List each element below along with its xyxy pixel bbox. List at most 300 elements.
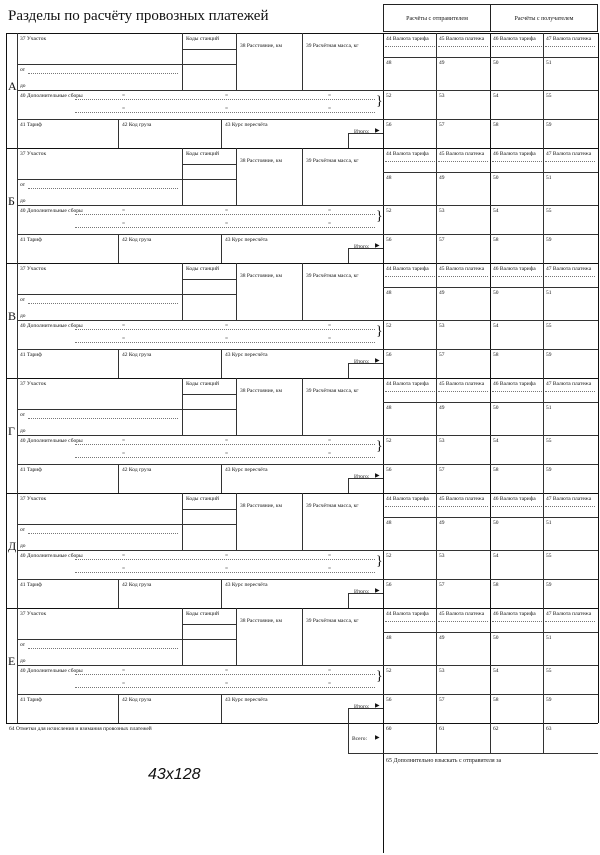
grid-cell-number: 57 — [439, 582, 445, 588]
grid-cell-number: 59 — [546, 697, 552, 703]
equals-sign: = — [122, 93, 126, 99]
grid-cell-label: 46 Валюта тарифа — [493, 266, 536, 272]
divider — [118, 579, 119, 608]
grid-cell-number: 53 — [439, 668, 445, 674]
divider — [221, 464, 222, 493]
equals-sign: = — [328, 668, 332, 674]
divider — [17, 464, 383, 465]
block-right-border — [598, 378, 599, 493]
grid-cell-label: 47 Валюта платежа — [546, 36, 592, 42]
divider — [182, 378, 183, 435]
divider — [383, 435, 598, 436]
divider — [302, 263, 303, 320]
subtotal-label: Итого: — [354, 359, 370, 365]
arrow-right-icon: ▶ — [375, 735, 380, 741]
divider — [118, 119, 119, 148]
divider — [221, 579, 222, 608]
divider — [17, 694, 383, 695]
subtotal-label: Итого: — [354, 129, 370, 135]
extra-fees-label: 40 Дополнительные сборы — [20, 553, 83, 559]
dotted-line — [492, 161, 542, 162]
divider — [302, 608, 303, 665]
divider — [302, 378, 303, 435]
station-codes-label: Коды станций — [186, 611, 219, 617]
block-left-border — [6, 33, 7, 148]
to-label: до — [20, 543, 26, 549]
grid-cell-number: 55 — [546, 208, 552, 214]
grid-cell-number: 58 — [493, 582, 499, 588]
grid-cell-number: 58 — [493, 237, 499, 243]
grid-cell-number: 48 — [386, 290, 392, 296]
divider — [17, 234, 383, 235]
divider — [383, 632, 598, 633]
dotted-line — [28, 303, 178, 304]
dotted-line — [438, 161, 488, 162]
block-right-border — [598, 33, 599, 148]
divider — [236, 33, 237, 90]
grid-cell-label: 47 Валюта платежа — [546, 381, 592, 387]
section-letter: Б — [8, 194, 15, 208]
cargo-code-label: 42 Код груза — [122, 467, 152, 473]
grid-cell-number: 58 — [493, 697, 499, 703]
divider — [383, 694, 598, 695]
grid-cell-number: 52 — [386, 668, 392, 674]
grid-cell-number: 51 — [546, 520, 552, 526]
divider — [118, 234, 119, 263]
distance-label: 38 Расстояние, км — [240, 273, 282, 279]
divider — [348, 593, 349, 608]
dotted-line — [28, 188, 178, 189]
divider — [17, 435, 383, 436]
from-label: от — [20, 642, 26, 648]
equals-sign: = — [122, 566, 126, 572]
dotted-line — [75, 329, 375, 330]
divider — [348, 723, 349, 753]
page-title: Разделы по расчёту провозных платежей — [8, 8, 269, 24]
dotted-line — [75, 687, 375, 688]
dotted-line — [75, 572, 375, 573]
grid-cell-number: 56 — [386, 697, 392, 703]
divider — [383, 320, 598, 321]
divider — [383, 205, 598, 206]
section-label: 37 Участок — [20, 36, 47, 42]
divider — [221, 694, 222, 723]
right-brace-icon: } — [376, 439, 383, 454]
total-label: Всего: — [352, 736, 368, 742]
grid-cell-number: 54 — [493, 553, 499, 559]
grid-cell-number: 59 — [546, 467, 552, 473]
divider — [182, 33, 183, 90]
grid-cell-label: 45 Валюта платежа — [439, 381, 485, 387]
rate-label: 43 Курс пересчёта — [225, 697, 268, 703]
extra-fees-label: 40 Дополнительные сборы — [20, 668, 83, 674]
divider — [383, 57, 598, 58]
rate-label: 43 Курс пересчёта — [225, 352, 268, 358]
equals-sign: = — [122, 553, 126, 559]
arrow-right-icon: ▶ — [375, 358, 380, 364]
from-label: от — [20, 182, 26, 188]
divider — [17, 639, 236, 640]
grid-cell-number: 50 — [493, 175, 499, 181]
divider — [348, 363, 349, 378]
divider — [182, 148, 183, 205]
to-label: до — [20, 428, 26, 434]
equals-sign: = — [328, 221, 332, 227]
section-letter: Г — [8, 424, 15, 438]
distance-label: 38 Расстояние, км — [240, 618, 282, 624]
dotted-line — [28, 73, 178, 74]
grid-cell-number: 51 — [546, 175, 552, 181]
grid-cell-number: 51 — [546, 405, 552, 411]
extra-charge-label: 65 Дополнительно взыскать с отправителя за — [386, 758, 502, 764]
dotted-line — [492, 276, 542, 277]
grid-cell-number: 57 — [439, 237, 445, 243]
grid-cell-label: 44 Валюта тарифа — [386, 381, 429, 387]
grid-cell-number: 50 — [493, 520, 499, 526]
equals-sign: = — [122, 451, 126, 457]
block-right-border — [598, 263, 599, 378]
dotted-line — [492, 391, 542, 392]
divider — [236, 608, 237, 665]
grid-cell-number: 53 — [439, 208, 445, 214]
footer-divider — [6, 723, 598, 724]
grid-cell-number: 50 — [493, 635, 499, 641]
rate-label: 43 Курс пересчёта — [225, 122, 268, 128]
subtotal-label: Итого: — [354, 704, 370, 710]
divider — [17, 294, 236, 295]
grid-cell-number: 49 — [439, 290, 445, 296]
station-codes-label: Коды станций — [186, 36, 219, 42]
equals-sign: = — [225, 221, 229, 227]
grid-cell-number: 51 — [546, 60, 552, 66]
divider — [383, 234, 598, 235]
tariff-label: 41 Тариф — [20, 237, 42, 243]
grid-cell-number: 55 — [546, 438, 552, 444]
divider — [17, 524, 236, 525]
grid-cell-number: 48 — [386, 520, 392, 526]
cargo-code-label: 42 Код груза — [122, 582, 152, 588]
dotted-line — [75, 227, 375, 228]
grid-cell-number: 50 — [493, 290, 499, 296]
divider — [182, 263, 183, 320]
header-sender: Расчёты с отправителем — [383, 4, 491, 32]
grid-cell-number: 48 — [386, 635, 392, 641]
grid-cell-number: 54 — [493, 323, 499, 329]
divider — [383, 172, 598, 173]
divider — [383, 349, 598, 350]
dotted-line — [492, 46, 542, 47]
equals-sign: = — [328, 451, 332, 457]
grid-cell-number: 48 — [386, 175, 392, 181]
tariff-label: 41 Тариф — [20, 697, 42, 703]
grid-cell-label: 45 Валюта платежа — [439, 496, 485, 502]
block-left-border — [6, 608, 7, 723]
arrow-right-icon: ▶ — [375, 243, 380, 249]
divider — [348, 708, 349, 723]
equals-sign: = — [122, 668, 126, 674]
equals-sign: = — [225, 681, 229, 687]
tariff-label: 41 Тариф — [20, 582, 42, 588]
mass-label: 39 Расчётная масса, кг — [306, 43, 359, 49]
divider — [236, 263, 237, 320]
grid-cell-number: 59 — [546, 122, 552, 128]
dotted-line — [545, 276, 595, 277]
grid-cell-label: 46 Валюта тарифа — [493, 36, 536, 42]
grid-cell-number: 53 — [439, 323, 445, 329]
divider — [182, 608, 183, 665]
section-label: 37 Участок — [20, 151, 47, 157]
section-label: 37 Участок — [20, 381, 47, 387]
divider — [383, 119, 598, 120]
divider — [221, 234, 222, 263]
grid-cell-number: 57 — [439, 352, 445, 358]
grid-cell-label: 45 Валюта платежа — [439, 266, 485, 272]
grid-cell-number: 54 — [493, 93, 499, 99]
total-cell-number: 61 — [439, 726, 445, 732]
grid-cell-number: 49 — [439, 60, 445, 66]
equals-sign: = — [328, 438, 332, 444]
equals-sign: = — [225, 336, 229, 342]
subtotal-label: Итого: — [354, 244, 370, 250]
divider — [348, 753, 598, 754]
section-letter: А — [8, 79, 17, 93]
mass-label: 39 Расчётная масса, кг — [306, 618, 359, 624]
subtotal-label: Итого: — [354, 589, 370, 595]
dotted-line — [545, 161, 595, 162]
right-brace-icon: } — [376, 209, 383, 224]
dotted-line — [75, 99, 375, 100]
equals-sign: = — [122, 681, 126, 687]
equals-sign: = — [328, 336, 332, 342]
divider — [383, 723, 384, 853]
right-brace-icon: } — [376, 669, 383, 684]
divider — [118, 464, 119, 493]
grid-cell-number: 52 — [386, 323, 392, 329]
grid-cell-number: 53 — [439, 93, 445, 99]
grid-cell-number: 51 — [546, 290, 552, 296]
equals-sign: = — [225, 208, 229, 214]
divider — [17, 550, 383, 551]
divider — [383, 517, 598, 518]
divider — [182, 279, 236, 280]
mass-label: 39 Расчётная масса, кг — [306, 158, 359, 164]
dotted-line — [438, 46, 488, 47]
to-label: до — [20, 83, 26, 89]
tariff-label: 41 Тариф — [20, 467, 42, 473]
distance-label: 38 Расстояние, км — [240, 503, 282, 509]
dotted-line — [492, 621, 542, 622]
dotted-line — [28, 418, 178, 419]
divider — [436, 723, 437, 753]
equals-sign: = — [328, 106, 332, 112]
divider — [348, 133, 349, 148]
grid-cell-number: 53 — [439, 438, 445, 444]
grid-cell-number: 58 — [493, 467, 499, 473]
marks-label: 64 Отметки для исчисления и взимания провозных платежей — [9, 726, 152, 732]
equals-sign: = — [122, 323, 126, 329]
equals-sign: = — [122, 336, 126, 342]
grid-cell-number: 50 — [493, 405, 499, 411]
equals-sign: = — [328, 208, 332, 214]
to-label: до — [20, 198, 26, 204]
to-label: до — [20, 658, 26, 664]
extra-fees-label: 40 Дополнительные сборы — [20, 208, 83, 214]
divider — [383, 90, 598, 91]
grid-cell-label: 47 Валюта платежа — [546, 496, 592, 502]
block-left-border — [6, 148, 7, 263]
divider — [182, 164, 236, 165]
divider — [17, 205, 383, 206]
divider — [383, 402, 598, 403]
grid-cell-number: 49 — [439, 520, 445, 526]
block-right-border — [598, 148, 599, 263]
divider — [383, 550, 598, 551]
grid-cell-number: 50 — [493, 60, 499, 66]
to-label: до — [20, 313, 26, 319]
grid-cell-number: 49 — [439, 175, 445, 181]
dotted-line — [75, 214, 375, 215]
section-label: 37 Участок — [20, 611, 47, 617]
cargo-code-label: 42 Код груза — [122, 352, 152, 358]
dotted-line — [438, 506, 488, 507]
arrow-right-icon: ▶ — [375, 128, 380, 134]
divider — [118, 694, 119, 723]
equals-sign: = — [328, 566, 332, 572]
mass-label: 39 Расчётная масса, кг — [306, 273, 359, 279]
section-letter: Е — [8, 654, 16, 668]
dotted-line — [385, 506, 435, 507]
distance-label: 38 Расстояние, км — [240, 43, 282, 49]
grid-cell-label: 47 Валюта платежа — [546, 151, 592, 157]
grid-cell-number: 57 — [439, 122, 445, 128]
arrow-right-icon: ▶ — [375, 703, 380, 709]
dotted-line — [385, 46, 435, 47]
divider — [17, 320, 383, 321]
divider — [17, 119, 383, 120]
dotted-line — [545, 621, 595, 622]
grid-cell-label: 46 Валюта тарифа — [493, 381, 536, 387]
dotted-line — [438, 276, 488, 277]
equals-sign: = — [225, 93, 229, 99]
dotted-line — [75, 342, 375, 343]
dotted-line — [75, 444, 375, 445]
station-codes-label: Коды станций — [186, 266, 219, 272]
cargo-code-label: 42 Код груза — [122, 237, 152, 243]
grid-cell-label: 44 Валюта тарифа — [386, 151, 429, 157]
mass-label: 39 Расчётная масса, кг — [306, 503, 359, 509]
grid-cell-number: 52 — [386, 93, 392, 99]
from-label: от — [20, 67, 26, 73]
tariff-label: 41 Тариф — [20, 352, 42, 358]
subtotal-label: Итого: — [354, 474, 370, 480]
station-codes-label: Коды станций — [186, 496, 219, 502]
divider — [236, 378, 237, 435]
station-codes-label: Коды станций — [186, 151, 219, 157]
equals-sign: = — [328, 681, 332, 687]
divider — [348, 478, 349, 493]
divider — [182, 624, 236, 625]
grid-cell-number: 59 — [546, 352, 552, 358]
grid-cell-number: 51 — [546, 635, 552, 641]
from-label: от — [20, 297, 26, 303]
divider — [17, 64, 236, 65]
grid-cell-number: 52 — [386, 208, 392, 214]
grid-cell-number: 59 — [546, 582, 552, 588]
block-left-border — [6, 263, 7, 378]
equals-sign: = — [225, 323, 229, 329]
divider — [182, 49, 236, 50]
right-brace-icon: } — [376, 554, 383, 569]
grid-cell-number: 55 — [546, 93, 552, 99]
divider — [383, 464, 598, 465]
grid-cell-number: 56 — [386, 582, 392, 588]
rate-label: 43 Курс пересчёта — [225, 237, 268, 243]
block-left-border — [6, 493, 7, 608]
block-right-border — [598, 493, 599, 608]
grid-cell-label: 45 Валюта платежа — [439, 611, 485, 617]
dotted-line — [385, 391, 435, 392]
station-codes-label: Коды станций — [186, 381, 219, 387]
arrow-right-icon: ▶ — [375, 588, 380, 594]
right-brace-icon: } — [376, 324, 383, 339]
grid-cell-number: 56 — [386, 467, 392, 473]
total-cell-number: 63 — [546, 726, 552, 732]
grid-cell-number: 53 — [439, 553, 445, 559]
divider — [490, 723, 491, 753]
grid-cell-label: 47 Валюта платежа — [546, 611, 592, 617]
rate-label: 43 Курс пересчёта — [225, 467, 268, 473]
divider — [17, 409, 236, 410]
grid-cell-number: 48 — [386, 405, 392, 411]
dotted-line — [545, 506, 595, 507]
equals-sign: = — [225, 553, 229, 559]
divider — [182, 394, 236, 395]
grid-cell-number: 55 — [546, 668, 552, 674]
rate-label: 43 Курс пересчёта — [225, 582, 268, 588]
divider — [302, 493, 303, 550]
section-letter: В — [8, 309, 17, 323]
grid-cell-label: 44 Валюта тарифа — [386, 266, 429, 272]
grid-cell-label: 45 Валюта платежа — [439, 36, 485, 42]
divider — [182, 493, 183, 550]
dotted-line — [75, 457, 375, 458]
divider — [348, 248, 349, 263]
divider — [302, 148, 303, 205]
dotted-line — [438, 621, 488, 622]
dotted-line — [385, 276, 435, 277]
equals-sign: = — [225, 106, 229, 112]
grid-cell-label: 44 Валюта тарифа — [386, 611, 429, 617]
dotted-line — [545, 46, 595, 47]
grid-cell-number: 58 — [493, 122, 499, 128]
grid-cell-label: 45 Валюта платежа — [439, 151, 485, 157]
grid-cell-number: 52 — [386, 553, 392, 559]
arrow-right-icon: ▶ — [375, 473, 380, 479]
dotted-line — [545, 391, 595, 392]
dotted-line — [385, 161, 435, 162]
distance-label: 38 Расстояние, км — [240, 158, 282, 164]
grid-cell-number: 54 — [493, 668, 499, 674]
grid-cell-label: 44 Валюта тарифа — [386, 496, 429, 502]
grid-cell-label: 46 Валюта тарифа — [493, 496, 536, 502]
divider — [17, 179, 236, 180]
from-label: от — [20, 412, 26, 418]
stamp-code: 43x128 — [148, 766, 201, 783]
grid-cell-label: 46 Валюта тарифа — [493, 151, 536, 157]
grid-cell-number: 57 — [439, 467, 445, 473]
section-label: 37 Участок — [20, 496, 47, 502]
grid-cell-number: 54 — [493, 438, 499, 444]
